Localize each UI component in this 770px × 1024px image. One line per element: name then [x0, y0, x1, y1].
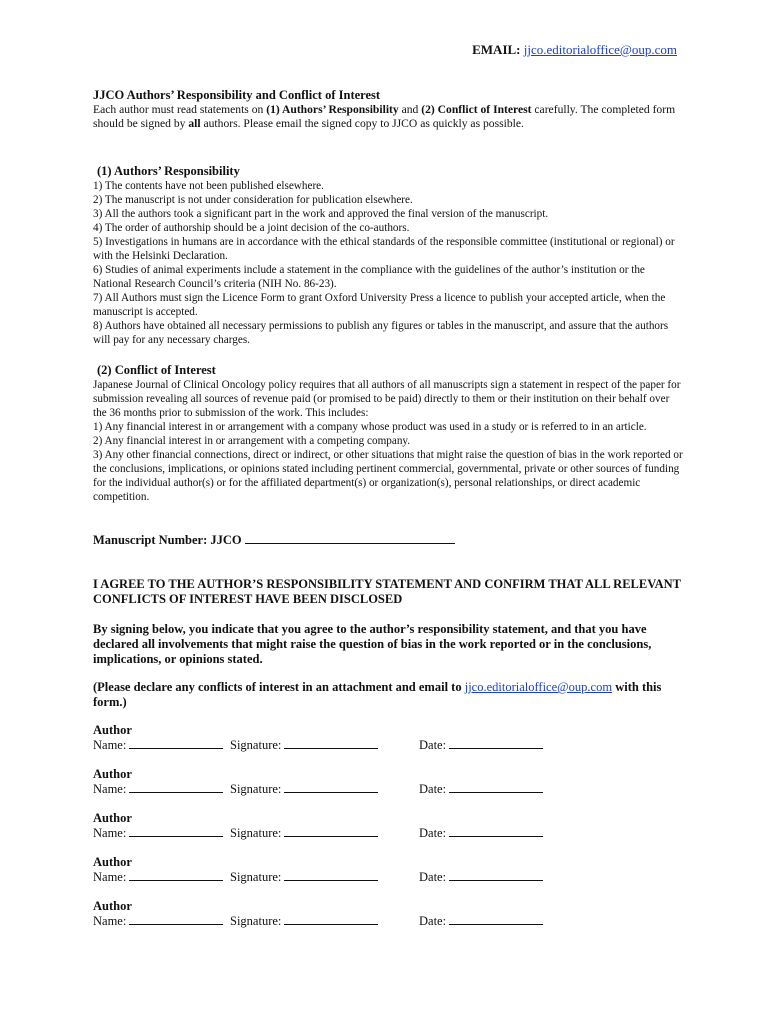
name-field[interactable]	[93, 738, 223, 753]
list-item: 5) Investigations in humans are in accordance with the ethical standards of the responsible committee (institutional or regional) or with the Helsinki Declaration.	[93, 235, 675, 262]
list-item: 7) All Authors must sign the Licence Form to grant Oxford University Press a licence to publish your accepted article, when the manuscript is accepted.	[93, 291, 666, 318]
list-item: 4) The order of authorship should be a joint decision of the co-authors.	[93, 221, 410, 234]
name-blank[interactable]	[129, 914, 223, 925]
signature-field[interactable]	[230, 826, 378, 841]
name-blank[interactable]	[129, 870, 223, 881]
name-field[interactable]	[93, 914, 223, 929]
name-field[interactable]	[93, 782, 223, 797]
list-item: 3) Any other financial connections, direct or indirect, or other situations that might raise the question of bias in the work reported or the conclusions, implications, or opinions stated including pertinent commercial, governmental, private or other sources of funding for the individual author(s) or for the affiliated department(s) or organization(s), personal relationships, or direct academic competition.	[93, 448, 683, 503]
list-item: 3) All the authors took a significant part in the work and approved the final version of the manuscript.	[93, 207, 549, 220]
name-blank[interactable]	[129, 782, 223, 793]
name-label: Name:	[93, 782, 127, 796]
signature-field[interactable]	[230, 738, 378, 753]
signature-blank[interactable]	[284, 782, 378, 793]
date-label: Date:	[419, 870, 447, 884]
signature-label: Signature:	[230, 914, 282, 928]
section-responsibility	[93, 164, 683, 347]
author-label: Author	[93, 855, 132, 869]
signature-label: Signature:	[230, 738, 282, 752]
manuscript-label: Manuscript Number: JJCO	[93, 533, 242, 547]
form-title: JJCO Authors’ Responsibility and Conflict of Interest	[93, 88, 381, 102]
declare-note	[93, 680, 683, 710]
author-label: Author	[93, 767, 132, 781]
section2-intro: Japanese Journal of Clinical Oncology policy requires that all authors of all manuscripts sign a statement in respect of the paper for submission revealing all sources of revenue paid (or promised to be paid) directly to them or their institution on their behalf over the 36 months prior to submission of the work. This includes:	[93, 378, 681, 419]
name-label: Name:	[93, 870, 127, 884]
intro-text-3: authors. Please email the signed copy to JJCO as quickly as possible.	[203, 116, 524, 130]
signature-label: Signature:	[230, 826, 282, 840]
intro	[93, 88, 683, 131]
intro-paragraph	[93, 103, 683, 131]
signature-blank[interactable]	[284, 826, 378, 837]
signature-field[interactable]	[230, 870, 378, 885]
signature-label: Signature:	[230, 782, 282, 796]
header-email	[93, 42, 677, 58]
date-blank[interactable]	[449, 870, 543, 881]
intro-bold-all: all	[188, 116, 201, 130]
signature-label: Signature:	[230, 870, 282, 884]
date-blank[interactable]	[449, 914, 543, 925]
date-label: Date:	[419, 738, 447, 752]
intro-text: Each author must read statements on	[93, 102, 264, 116]
date-field[interactable]	[419, 782, 543, 797]
name-blank[interactable]	[129, 826, 223, 837]
declare-email-link[interactable]: jjco.editorialoffice@oup.com	[464, 680, 613, 694]
author-label: Author	[93, 899, 132, 913]
agreement-heading: I AGREE TO THE AUTHOR’S RESPONSIBILITY STATEMENT AND CONFIRM THAT ALL RELEVANT CONFLICTS OF INTEREST HAVE BEEN DISCLOSED	[93, 577, 681, 606]
signature-blank[interactable]	[284, 914, 378, 925]
date-field[interactable]	[419, 738, 543, 753]
date-label: Date:	[419, 782, 447, 796]
author-block	[93, 855, 683, 885]
author-block	[93, 899, 683, 929]
date-field[interactable]	[419, 870, 543, 885]
signature-blank[interactable]	[284, 738, 378, 749]
intro-text-2: The completed form should be signed by	[93, 102, 676, 130]
list-item: 1) The contents have not been published elsewhere.	[93, 179, 324, 192]
author-block	[93, 811, 683, 841]
email-link[interactable]: jjco.editorialoffice@oup.com	[523, 42, 677, 57]
list-item: 6) Studies of animal experiments include a statement in the compliance with the guidelines of the author’s institution or the National Research Council’s criteria (NIH No. 86-23).	[93, 263, 645, 290]
declare-text-end: with this form.)	[93, 680, 662, 709]
author-block	[93, 767, 683, 797]
list-item: 1) Any financial interest in or arrangement with a company whose product was used in a study or is referred to in an article.	[93, 420, 647, 433]
section-conflict	[93, 363, 683, 504]
manuscript-number	[93, 533, 455, 548]
date-field[interactable]	[419, 914, 543, 929]
intro-end: carefully.	[534, 102, 578, 116]
date-blank[interactable]	[449, 826, 543, 837]
section2-heading: (2) Conflict of Interest	[97, 363, 216, 377]
name-label: Name:	[93, 914, 127, 928]
date-blank[interactable]	[449, 782, 543, 793]
date-label: Date:	[419, 914, 447, 928]
declare-text: (Please declare any conflicts of interest in an attachment and email to	[93, 680, 462, 694]
intro-bold-1: (1) Authors’ Responsibility	[266, 102, 399, 116]
list-item: 2) Any financial interest in or arrangement with a competing company.	[93, 434, 411, 447]
name-label: Name:	[93, 826, 127, 840]
date-label: Date:	[419, 826, 447, 840]
name-label: Name:	[93, 738, 127, 752]
signing-statement: By signing below, you indicate that you agree to the author’s responsibility statement, and that you have declared all involvements that might raise the question of bias in the work reported or in the conclusions, implications, or opinions stated.	[93, 622, 652, 666]
manuscript-number-field[interactable]	[245, 533, 455, 544]
date-blank[interactable]	[449, 738, 543, 749]
name-blank[interactable]	[129, 738, 223, 749]
signature-field[interactable]	[230, 782, 378, 797]
signature-blank[interactable]	[284, 870, 378, 881]
signature-field[interactable]	[230, 914, 378, 929]
list-item: 2) The manuscript is not under consideration for publication elsewhere.	[93, 193, 413, 206]
author-label: Author	[93, 811, 132, 825]
section1-heading: (1) Authors’ Responsibility	[97, 164, 240, 178]
name-field[interactable]	[93, 826, 223, 841]
name-field[interactable]	[93, 870, 223, 885]
intro-and: and	[401, 102, 419, 116]
list-item: 8) Authors have obtained all necessary permissions to publish any figures or tables in the manuscript, and assure that the authors will pay for any necessary charges.	[93, 319, 669, 346]
author-label: Author	[93, 723, 132, 737]
email-label: EMAIL:	[472, 42, 521, 57]
date-field[interactable]	[419, 826, 543, 841]
author-block	[93, 723, 683, 753]
intro-bold-2: (2) Conflict of Interest	[421, 102, 532, 116]
